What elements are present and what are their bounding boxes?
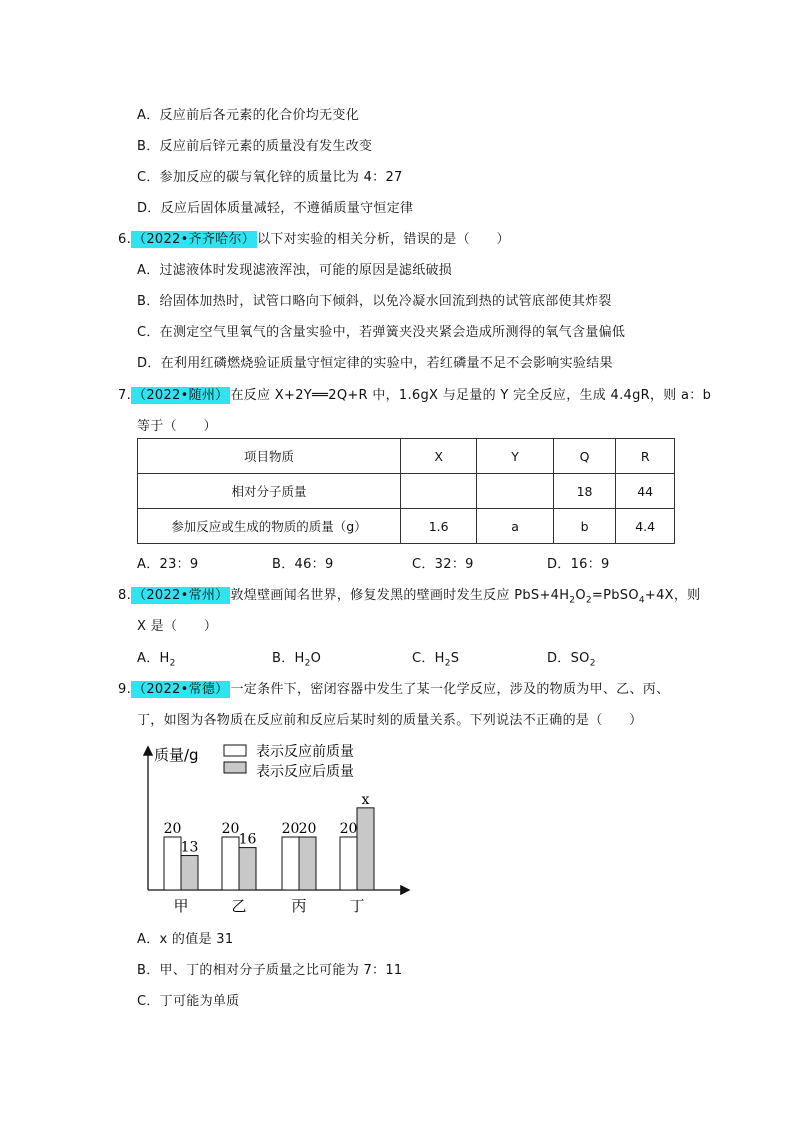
subscript: 2 bbox=[444, 658, 451, 669]
option-text: A．H bbox=[137, 651, 170, 666]
bar-before bbox=[222, 837, 239, 890]
table-cell: 相对分子质量 bbox=[138, 474, 401, 509]
q7-stem-text: 在反应 X+2Y══2Q+R 中，1.6gX 与足量的 Y 完全反应，生成 4.4gR，则 a：b bbox=[230, 388, 712, 403]
option-text: S bbox=[450, 651, 460, 666]
q8-option-c bbox=[412, 647, 459, 669]
q8-source-tag: （2022•常州） bbox=[133, 588, 229, 603]
table-header-cell: Q bbox=[553, 439, 616, 474]
subscript: 2 bbox=[585, 595, 592, 606]
q7-option-d: D．16：9 bbox=[547, 557, 610, 572]
bar-value-label: 16 bbox=[238, 831, 257, 848]
bar-value-label: 13 bbox=[180, 839, 199, 856]
q6-option-a: A．过滤液体时发现滤液浑浊，可能的原因是滤纸破损 bbox=[137, 263, 453, 278]
q7-source-tag: （2022•随州） bbox=[133, 388, 229, 403]
bar-after bbox=[239, 848, 256, 890]
q8-option-d bbox=[547, 647, 596, 669]
q8-option-a bbox=[137, 647, 176, 669]
q5-option-b: B．反应前后锌元素的质量没有发生改变 bbox=[137, 139, 373, 154]
table-row bbox=[138, 474, 675, 509]
q9-stem-line2: 丁，如图为各物质在反应前和反应后某时刻的质量关系。下列说法不正确的是（ ） bbox=[137, 713, 643, 728]
table-cell: 4.4 bbox=[616, 509, 675, 544]
option-text: O bbox=[310, 651, 322, 666]
q7-option-c: C．32：9 bbox=[412, 557, 474, 572]
legend-label-after: 表示反应后质量 bbox=[256, 764, 354, 780]
subscript: 2 bbox=[569, 595, 576, 606]
q8-stem bbox=[118, 584, 700, 606]
q9-option-b: B．甲、丁的相对分子质量之比可能为 7：11 bbox=[137, 963, 403, 978]
bar-value-label: 20 bbox=[281, 821, 300, 837]
bar-before bbox=[340, 837, 357, 890]
q6-option-c: C．在测定空气里氧气的含量实验中，若弹簧夹没夹紧会造成所测得的氧气含量偏低 bbox=[137, 325, 626, 340]
q6-option-d: D．在利用红磷燃烧验证质量守恒定律的实验中，若红磷量不足不会影响实验结果 bbox=[137, 356, 613, 371]
table-cell: 参加反应或生成的物质的质量（g） bbox=[138, 509, 401, 544]
option-text: D．SO bbox=[547, 651, 590, 666]
subscript: 2 bbox=[304, 658, 311, 669]
legend-swatch-before bbox=[224, 745, 246, 756]
category-label: 丁 bbox=[349, 897, 365, 915]
mass-bar-chart bbox=[140, 740, 430, 920]
category-label: 乙 bbox=[231, 897, 247, 915]
q9-option-c: C．丁可能为单质 bbox=[137, 994, 240, 1009]
table-row bbox=[138, 439, 675, 474]
table-header-cell: R bbox=[616, 439, 675, 474]
category-label: 甲 bbox=[173, 897, 189, 915]
table-header-cell: Y bbox=[477, 439, 553, 474]
table-header-cell: X bbox=[400, 439, 476, 474]
y-axis-label: 质量/g bbox=[154, 746, 199, 764]
q5-option-c: C．参加反应的碳与氧化锌的质量比为 4：27 bbox=[137, 170, 403, 185]
q5-option-d: D．反应后固体质量减轻，不遵循质量守恒定律 bbox=[137, 201, 414, 216]
table-cell: b bbox=[553, 509, 616, 544]
bar-before bbox=[164, 837, 181, 890]
table-row bbox=[138, 509, 675, 544]
q8-stem-text: 敦煌壁画闻名世界，修复发黑的壁画时发生反应 PbS+4H bbox=[230, 588, 570, 603]
subscript: 2 bbox=[169, 658, 176, 669]
q7-stem bbox=[118, 384, 711, 403]
bar-before bbox=[282, 837, 299, 890]
q6-number: 6. bbox=[118, 232, 132, 247]
table-cell: 1.6 bbox=[400, 509, 476, 544]
q8-stem-text: +4X，则 bbox=[644, 588, 701, 603]
bar-value-label: 20 bbox=[339, 821, 358, 837]
table-cell bbox=[477, 474, 553, 509]
table-cell: 18 bbox=[553, 474, 616, 509]
q8-number: 8. bbox=[118, 588, 132, 603]
bar-after bbox=[181, 856, 198, 890]
table-cell: a bbox=[477, 509, 553, 544]
q6-stem-text: 以下对实验的相关分析，错误的是（ ） bbox=[257, 232, 510, 247]
subscript: 4 bbox=[638, 595, 645, 606]
bar-value-label: 20 bbox=[221, 821, 240, 837]
q7-table bbox=[137, 438, 675, 544]
q8-stem-line2: X 是（ ） bbox=[137, 619, 218, 634]
table-cell: 44 bbox=[616, 474, 675, 509]
q7-number: 7. bbox=[118, 388, 132, 403]
option-text: C．H bbox=[412, 651, 445, 666]
q9-stem-text: 一定条件下，密闭容器中发生了某一化学反应，涉及的物质为甲、乙、丙、 bbox=[230, 682, 670, 697]
q5-option-a: A．反应前后各元素的化合价均无变化 bbox=[137, 108, 359, 123]
q6-option-b: B．给固体加热时，试管口略向下倾斜，以免冷凝水回流到热的试管底部使其炸裂 bbox=[137, 294, 612, 309]
q8-stem-text: O bbox=[575, 588, 586, 603]
q8-stem-text: =PbSO bbox=[591, 588, 639, 603]
q7-stem-line2: 等于（ ） bbox=[137, 419, 217, 434]
bar-value-label: 20 bbox=[298, 821, 317, 837]
q7-option-a: A．23：9 bbox=[137, 557, 199, 572]
bar-value-label: 20 bbox=[163, 821, 182, 837]
table-header-cell: 项目物质 bbox=[138, 439, 401, 474]
bar-value-label: x bbox=[361, 791, 370, 808]
q9-stem bbox=[118, 678, 669, 697]
q9-option-a: A．x 的值是 31 bbox=[137, 932, 234, 947]
q6-source-tag: （2022•齐齐哈尔） bbox=[133, 232, 256, 247]
q6-stem bbox=[118, 228, 510, 247]
option-text: B．H bbox=[272, 651, 305, 666]
bar-after bbox=[299, 837, 316, 890]
legend-label-before: 表示反应前质量 bbox=[256, 744, 354, 760]
q8-option-b bbox=[272, 647, 321, 669]
category-label: 丙 bbox=[291, 897, 307, 915]
table-cell bbox=[400, 474, 476, 509]
q9-number: 9. bbox=[118, 682, 132, 697]
legend-swatch-after bbox=[224, 762, 246, 773]
subscript: 2 bbox=[589, 658, 596, 669]
bar-after bbox=[357, 808, 374, 890]
q9-source-tag: （2022•常德） bbox=[133, 682, 229, 697]
q7-option-b: B．46：9 bbox=[272, 557, 334, 572]
